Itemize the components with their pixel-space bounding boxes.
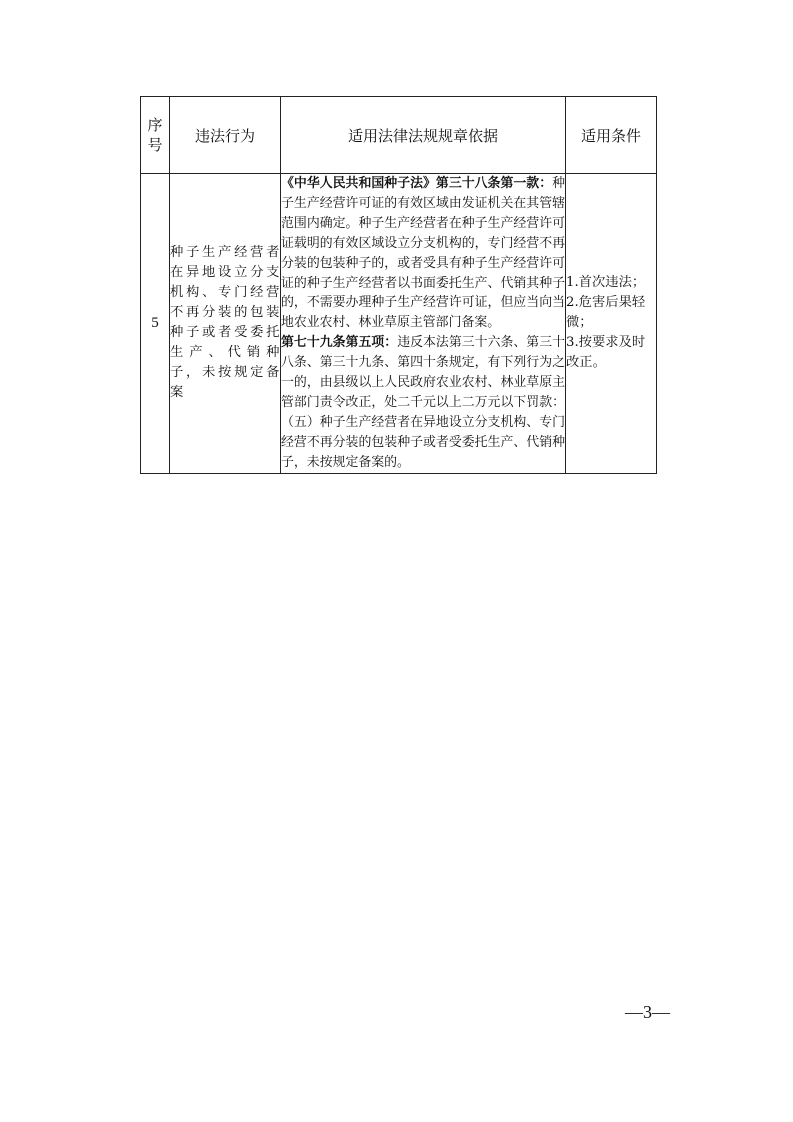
legal-basis-table — [140, 96, 657, 474]
basis-clause-heading: 《中华人民共和国种子法》第三十八条第一款： — [281, 176, 553, 191]
condition-item: 1.首次违法； — [566, 275, 646, 291]
condition-item: 3.按要求及时改正。 — [566, 335, 646, 371]
page-number: —3— — [625, 1002, 670, 1022]
basis-clause-heading: 第七十九条第五项： — [281, 335, 398, 351]
header-legal-basis: 适用法律法规规章依据 — [281, 97, 566, 174]
row-conditions — [566, 174, 657, 474]
header-conditions: 适用条件 — [566, 97, 657, 174]
header-seq: 序号 — [141, 97, 170, 174]
table-row — [141, 174, 657, 474]
basis-clause — [281, 333, 565, 472]
table-header-row — [141, 97, 657, 174]
basis-clause-text: 种子生产经营许可证的有效区域由发证机关在其管辖范围内确定。种子生产经营者在种子生产经营许可证载明的有效区域设立分支机构的，专门经营不再分装的包装种子的，或者受具有种子生产经营许可证的种子生产经营者以书面委托生产、代销其种子的，不需要办理种子生产经营许可证，但应当向当地农业农村、林业草原主管部门备案。 — [281, 176, 565, 331]
row-violation: 种子生产经营者在异地设立分支机构、专门经营不再分装的包装种子或者受委托生产、代销种子，未按规定备案 — [170, 174, 281, 474]
header-violation: 违法行为 — [170, 97, 281, 174]
row-seq: 5 — [141, 174, 170, 474]
condition-item: 2.危害后果轻微； — [566, 295, 646, 331]
row-legal-basis — [281, 174, 566, 474]
basis-clause-text: 违反本法第三十六条、第三十八条、第三十九条、第四十条规定，有下列行为之一的，由县级以上人民政府农业农村、林业草原主管部门责令改正，处二千元以上二万元以下罚款：（五）种子生产经营者在异地设立分支机构、专门经营不再分装的包装种子或者受委托生产、代销种子，未按规定备案的。 — [281, 335, 566, 470]
basis-clause — [281, 174, 565, 333]
